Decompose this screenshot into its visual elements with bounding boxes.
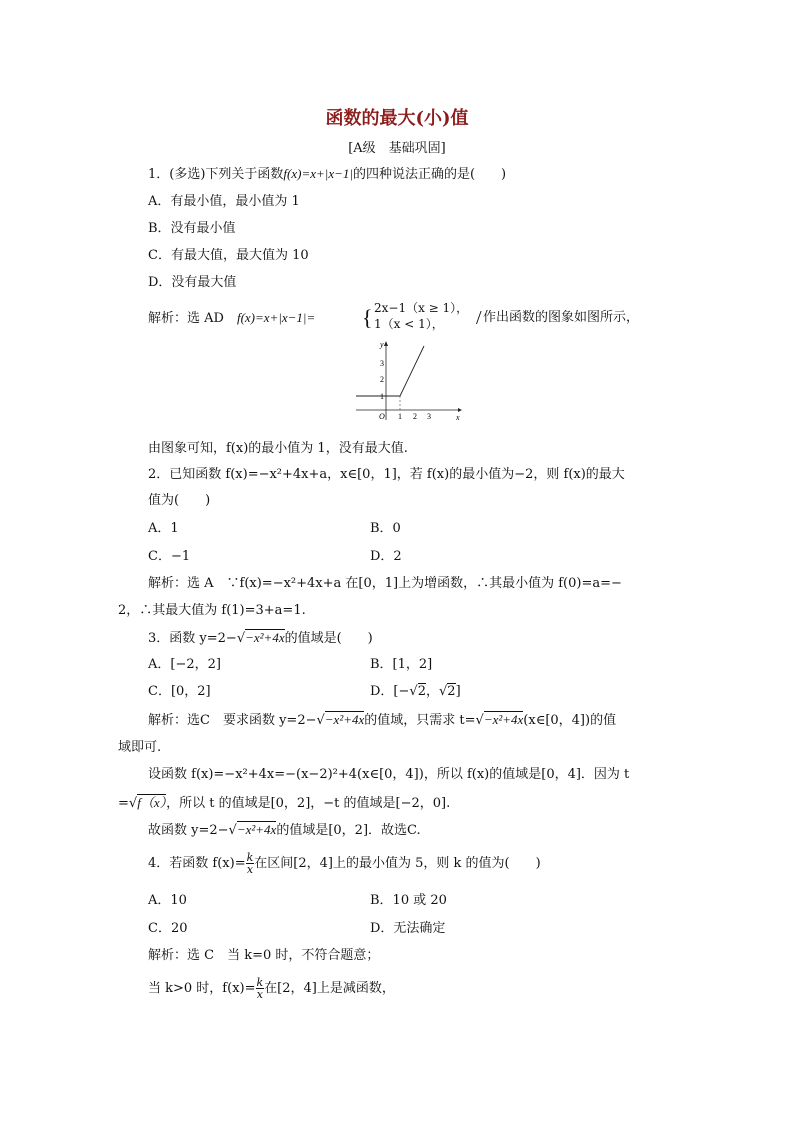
- graph-x-tick-3: 3: [427, 412, 431, 421]
- q3-sol2-post: ，所以 t 的值域是[0，2]，−t 的值域是[−2，0].: [166, 796, 451, 811]
- q3-sol1-radicand: −x²+4x: [324, 712, 365, 727]
- q1-func: f(x)=x+|x−1|: [283, 166, 353, 181]
- q3-sol1-pre: 解析：选C 要求函数 y=2−: [148, 713, 317, 728]
- q1-option-c: C．有最大值，最大值为 10: [148, 248, 309, 263]
- q3-sol2-radicand: f（x）: [137, 795, 167, 810]
- q2-option-b: B．0: [370, 521, 401, 536]
- q2-solution-line1: 解析：选 A ∵f(x)=−x²+4x+a 在[0，1]上为增函数，∴其最小值为 f(0)=a=−: [148, 576, 622, 591]
- sqrt-icon: √: [128, 796, 138, 811]
- q1-solution-post: 作出函数的图象如图所示，: [483, 310, 640, 325]
- q1-option-a: A．有最小值，最小值为 1: [148, 194, 300, 209]
- q2-option-d: D．2: [370, 549, 402, 564]
- q3-sol3-pre: 故函数 y=2−: [148, 823, 229, 838]
- left-brace-icon: {: [362, 305, 373, 330]
- q4-stem-post: 在区间[2，4]上的最小值为 5，则 k 的值为( ): [254, 856, 541, 871]
- q3-solution3: [148, 821, 421, 840]
- q4-frac2-den: x: [256, 988, 263, 1001]
- q3-option-c: C．[0，2]: [148, 684, 211, 699]
- q3-option-a: A．[−2，2]: [148, 657, 221, 672]
- q4-option-d: D．无法确定: [370, 921, 446, 936]
- q2-stem-line2: 值为( ): [148, 493, 211, 508]
- graph-y-label: y: [380, 340, 384, 349]
- graph-y-tick-2: 2: [380, 375, 384, 384]
- q1-stem-pre: 1．(多选)下列关于函数: [148, 167, 284, 182]
- q3-solution2-line2: [118, 794, 450, 813]
- q4-sol2-post: 在[2，4]上是减函数，: [264, 981, 395, 996]
- q3-sol1-mid: 的值域，只需求 t=: [364, 713, 476, 728]
- q4-sol2-pre: 当 k>0 时，f(x)=: [148, 981, 256, 996]
- q3-solution-line2: 域即可.: [118, 740, 162, 755]
- q2-solution-line2: 2，∴其最大值为 f(1)=3+a=1.: [118, 603, 306, 618]
- q4-stem: [148, 851, 541, 877]
- sqrt-icon: √: [409, 684, 418, 699]
- q3-stem-post: 的值域是( ): [284, 631, 373, 646]
- sqrt-icon: √: [438, 684, 448, 699]
- q1-piece-1: 2x−1（x ≥ 1），: [374, 301, 469, 315]
- q3-sol2-pre: =: [118, 796, 129, 811]
- x-axis-arrow-icon: [458, 408, 462, 412]
- q1-solution: [148, 309, 315, 328]
- q3-sol3-radicand: −x²+4x: [236, 822, 277, 837]
- q3-option-d-rad2: 2: [447, 684, 456, 699]
- q1-option-d: D．没有最大值: [148, 275, 237, 290]
- q1-solution-pre: 解析：选 AD: [148, 311, 237, 326]
- sqrt-icon: √: [316, 713, 325, 728]
- section-subtitle: [A级 基础巩固]: [348, 141, 446, 156]
- q3-option-b: B．[1，2]: [370, 657, 433, 672]
- q4-solution-line2: [148, 976, 395, 1002]
- graph-x-label: x: [456, 413, 460, 422]
- q4-option-a: A．10: [148, 893, 187, 908]
- q3-option-d: [370, 683, 461, 701]
- graph-y-tick-1: 1: [380, 392, 384, 401]
- q4-frac-num: k: [246, 851, 254, 864]
- q3-solution-line1: [148, 711, 616, 730]
- function-graph: [352, 338, 464, 422]
- q3-option-d-post: ]: [455, 684, 461, 699]
- q1-option-b: B．没有最小值: [148, 221, 236, 236]
- q3-solution2-line1: 设函数 f(x)=−x²+4x=−(x−2)²+4(x∈[0，4])，所以 f(x)的值域是[0，4]．因为 t: [148, 767, 630, 782]
- q4-option-b: B．10 或 20: [370, 893, 447, 908]
- q3-sol1-radicand2: −x²+4x: [483, 712, 524, 727]
- q4-stem-pre: 4．若函数 f(x)=: [148, 856, 246, 871]
- q1-conclusion: 由图象可知，f(x)的最小值为 1，没有最大值.: [148, 441, 408, 456]
- graph-x-tick-1: 1: [398, 412, 402, 421]
- right-bracket-icon: /: [476, 307, 482, 329]
- graph-rising-segment: [400, 346, 424, 396]
- q1-solution-func: f(x)=x+|x−1|=: [236, 310, 316, 325]
- graph-x-tick-2: 2: [413, 412, 417, 421]
- y-axis-arrow-icon: [384, 341, 388, 346]
- q3-option-d-mid: ，: [425, 684, 439, 699]
- q4-frac-den: x: [246, 863, 254, 876]
- q3-sol1-post: (x∈[0，4])的值: [523, 713, 617, 728]
- sqrt-icon: √: [475, 713, 484, 728]
- graph-y-tick-3: 3: [380, 359, 384, 368]
- q2-stem-line1: 2．已知函数 f(x)=−x²+4x+a，x∈[0，1]，若 f(x)的最小值为−2，则 f(x)的最大: [148, 467, 625, 482]
- q2-option-c: C．−1: [148, 549, 191, 564]
- q3-stem-pre: 3．函数 y=2−: [148, 631, 237, 646]
- q3-sol3-post: 的值域是[0，2]．故选C.: [276, 823, 421, 838]
- q3-stem: [148, 629, 373, 648]
- q1-piece-2: 1（x < 1），: [374, 317, 444, 331]
- q3-option-d-pre: D．[−: [370, 684, 410, 699]
- q3-stem-radicand: −x²+4x: [245, 630, 285, 645]
- sqrt-icon: √: [228, 823, 237, 838]
- q4-solution-line1: 解析：选 C 当 k=0 时，不符合题意；: [148, 948, 380, 963]
- page-title: 函数的最大(小)值: [325, 108, 469, 129]
- sqrt-icon: √: [236, 631, 246, 646]
- graph-origin-label: O: [379, 412, 385, 421]
- q3-option-d-rad1: 2: [417, 684, 426, 699]
- q4-option-c: C．20: [148, 921, 188, 936]
- q1-stem-post: 的四种说法正确的是( ): [352, 167, 507, 182]
- q2-option-a: A．1: [148, 521, 179, 536]
- q4-frac2-num: k: [256, 976, 264, 989]
- q1-stem: [148, 165, 506, 184]
- q4-fraction: [246, 852, 255, 875]
- q4-fraction-2: [256, 977, 265, 1000]
